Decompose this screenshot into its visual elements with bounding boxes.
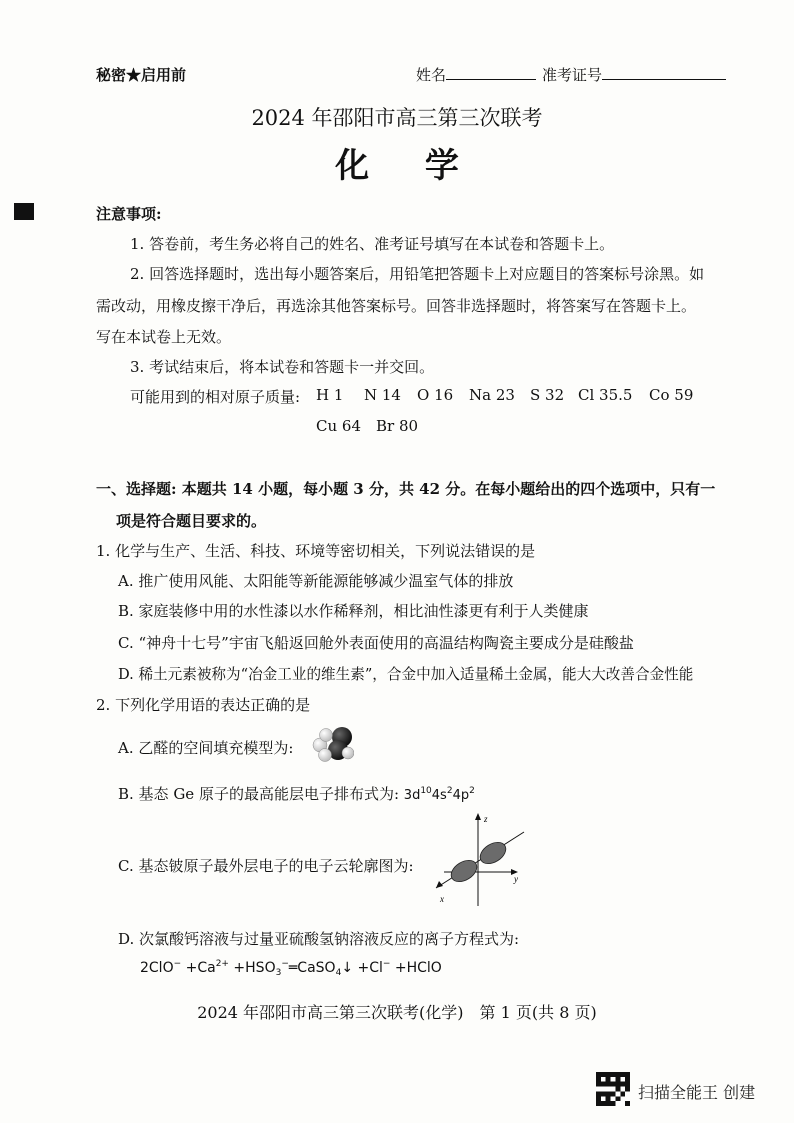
p-orbital-diagram [428,810,528,910]
q1-option-c: C. “神舟十七号”宇宙飞船返回舱外表面使用的高温结构陶瓷主要成分是硅酸盐 [118,634,634,652]
atomic-mass-n: N 14 [364,386,401,404]
q1-option-d: D. 稀土元素被称为“冶金工业的维生素”，合金中加入适量稀土金属，能大大改善合金性能 [118,666,694,683]
page-footer: 2024 年邵阳市高三第三次联考(化学) 第 1 页(共 8 页) [197,1003,597,1022]
exam-title: 2024 年邵阳市高三第三次联考 [251,106,543,130]
notes-heading: 注意事项: [96,205,162,223]
name-field[interactable] [416,64,536,85]
atomic-mass-cl: Cl 35.5 [578,386,633,404]
id-blank[interactable] [602,65,726,80]
atomic-mass-cu: Cu 64 [316,417,361,435]
secret-label: 秘密★启用前 [96,66,187,84]
ionic-equation: $2ClO^- +Ca^{2+}$ $+HSO_3^-═CaSO_4↓ +Cl^-$ +HClO [140,959,442,978]
q2-option-c: C. 基态铍原子最外层电子的电子云轮廓图为: [118,857,414,875]
atomic-mass-co: Co 59 [649,386,694,404]
q2-option-b-text: B. 基态 Ge 原子的最高能层电子排布式为: [118,785,400,803]
q1-option-b: B. 家庭装修中用的水性漆以水作稀释剂，相比油性漆更有利于人类健康 [118,602,589,620]
axis-x-label: x [440,894,444,904]
note-item-2-line1: 2. 回答选择题时，选出每小题答案后，用铅笔把答题卡上对应题目的答案标号涂黑。如 [130,265,705,283]
note-item-3: 3. 考试结束后，将本试卷和答题卡一并交回。 [130,358,435,376]
section-heading-line1: 一、选择题: 本题共 14 小题，每小题 3 分，共 42 分。在每小题给出的四个选项中，只有一 [96,480,716,498]
scanner-watermark: 扫描全能王 创建 [638,1083,756,1102]
note-item-1: 1. 答卷前，考生务必将自己的姓名、准考证号填写在本试卷和答题卡上。 [130,235,615,253]
id-label: 准考证号 [542,66,603,84]
q2-option-a: A. 乙醛的空间填充模型为: [118,739,294,757]
q1-stem: 1. 化学与生产、生活、科技、环境等密切相关，下列说法错误的是 [96,542,536,560]
atomic-mass-o: O 16 [417,386,454,404]
q2-option-d: D. 次氯酸钙溶液与过量亚硫酸氢钠溶液反应的离子方程式为: [118,930,520,948]
atomic-mass-na: Na 23 [469,386,515,404]
name-blank[interactable] [446,65,536,80]
section-heading-line2: 项是符合题目要求的。 [116,512,267,530]
atomic-mass-label: 可能用到的相对原子质量: [130,388,301,406]
margin-marker [14,203,34,220]
ge-electron-config: $3d^{10}4s^24p^2$ [403,786,475,803]
acetaldehyde-space-filling-model [312,725,354,763]
axis-y-label: y [514,874,518,884]
note-item-2-line3: 写在本试卷上无效。 [96,328,232,346]
atomic-mass-s: S 32 [530,386,565,404]
name-label: 姓名 [416,66,447,84]
qr-code-icon [596,1072,630,1106]
q1-option-a: A. 推广使用风能、太阳能等新能源能够减少温室气体的排放 [118,572,514,590]
atomic-mass-h: H 1 [316,386,344,404]
q2-option-b [118,783,475,804]
axis-z-label: z [484,814,488,824]
id-field[interactable] [542,64,726,85]
atomic-mass-br: Br 80 [376,417,419,435]
q2-stem: 2. 下列化学用语的表达正确的是 [96,696,311,714]
subject-title: 化 学 [335,146,481,186]
note-item-2-line2: 需改动，用橡皮擦干净后，再选涂其他答案标号。回答非选择题时，将答案写在答题卡上。 [96,297,697,315]
